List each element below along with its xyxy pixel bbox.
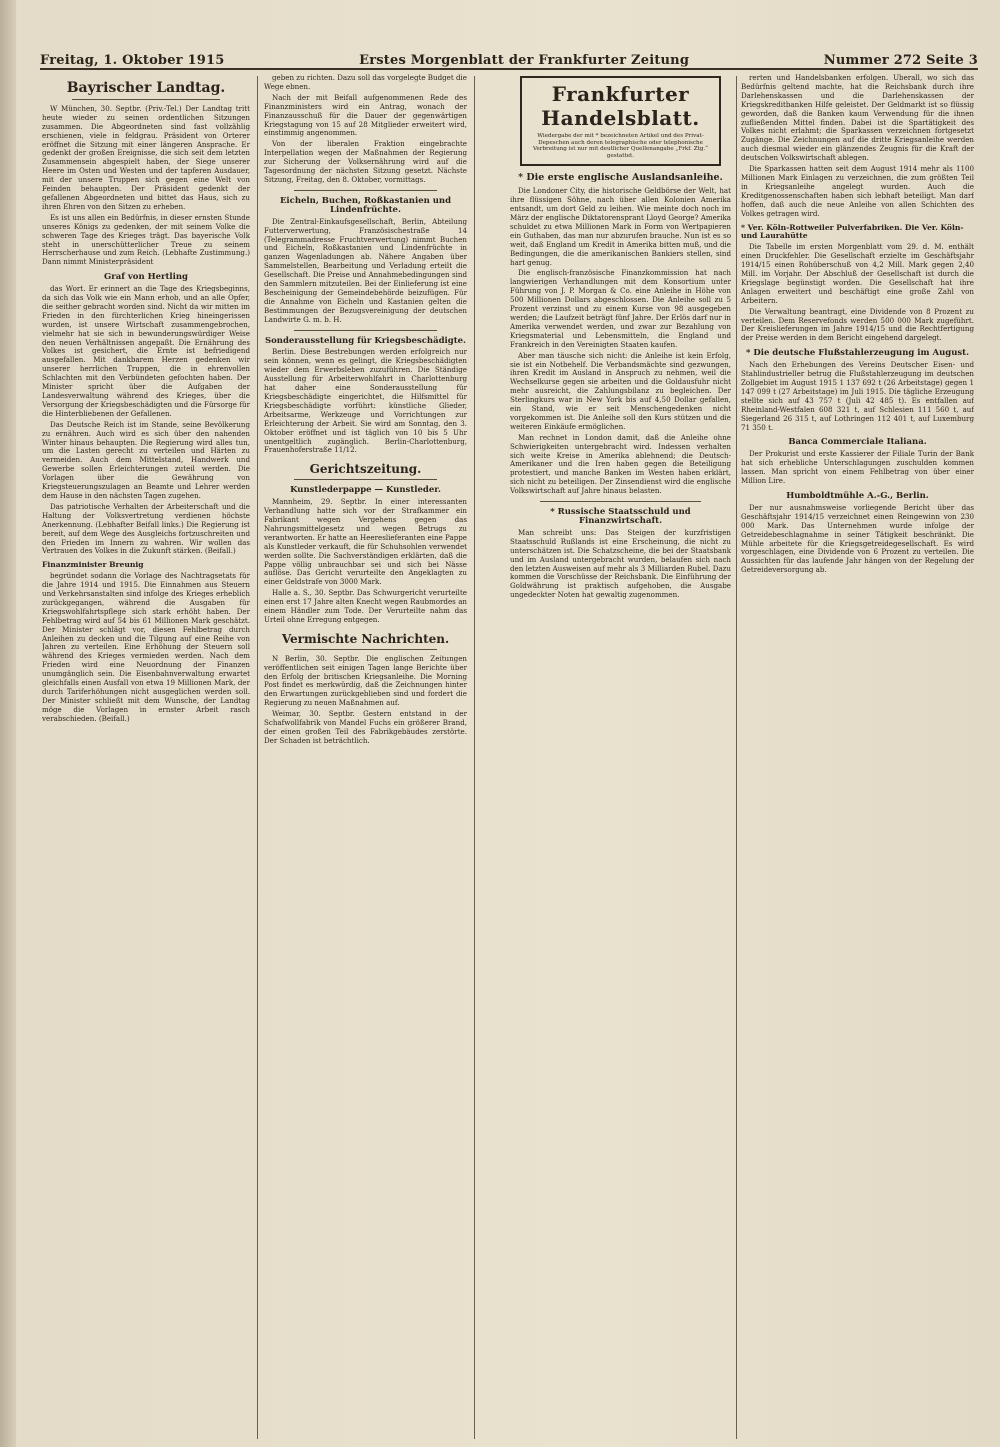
paragraph: Berlin. Diese Bestrebungen werden erfolgreich nur sein können, wenn es gelingt, die Kriegsbeschädigten wieder dem Erwerbsleben zuzuführen. Die Ständige Ausstellung für Arbeiterwohlfahrt in Charlottenburg hat daher eine Sonderausstellung für Kriegsbeschädigte eingerichtet, die Hilfsmittel für Kriegsbeschädigte vorführt: künstliche Glieder, Arbeitsarme, Werkzeuge und Vorrichtungen zur Erleichterung der Arbeit. Sie wird am Sonntag, den 3. Oktober eröffnet und ist täglich von 10 bis 5 Uhr unentgeltlich zugänglich. Berlin-Charlottenburg, Frauenhoferstraße 11/12. xyxy=(264,347,467,455)
handelsblatt-title: Frankfurter Handelsblatt. xyxy=(541,82,700,130)
paragraph: Die englisch-französische Finanzkommission hat nach langwierigen Verhandlungen mit dem Konsortium unter Führung von J. P. Morgan & Co. eine Anleihe in Höhe von 500 Millionen Dollars abgeschlossen. Die Anleihe soll zu 5 Prozent verzinst und zu einem Kurse von 98 ausgegeben werden; die Laufzeit beträgt fünf Jahre. Der Erlös darf nur in Amerika verwendet werden, und zwar zur Bezahlung von Kriegsmaterial und Lebensmitteln, die England und Frankreich in den Vereinigten Staaten kaufen. xyxy=(510,268,731,349)
paragraph: Der nur ausnahmsweise vorliegende Bericht über das Geschäftsjahr 1914/15 verzeichnet einen Reingewinn von 230 000 Mark. Das Unternehmen wurde infolge der Getreidebeschlagnahme in seiner Tätigkeit beschränkt. Die Mühle arbeitete für die Kriegsgetreidegesellschaft. Es wird vorgeschlagen, eine Dividende von 6 Prozent zu verteilen. Die Aussichten für das laufende Jahr hängen von der Regelung der Getreideversorgung ab. xyxy=(741,502,974,575)
paragraph: das Wort. Er erinnert an die Tage des Kriegsbeginns, da sich das Volk wie ein Mann erhob, und an alle Opfer, die seither gebracht worden sind. Nicht da wir mitten im Frieden in den fürchterlichen Krieg hineingerissen wurden, ist unsere Wirtschaft zusammengebrochen, vielmehr hat sie sich in bewunderungswürdiger Weise den neuen Verhältnissen angepaßt. Die Ernährung des Volkes ist gesichert, die Ernte ist befriedigend ausgefallen. Mit dankbarem Herzen gedenken wir unserer herrlichen Truppen, die in ehrenvollen Schlachten mit den Verbündeten gefochten haben. Der Minister spricht über die Aufgaben der Landesverwaltung während des Krieges, über die Versorgung der Kriegsbeschädigten und die Fürsorge für die Hinterbliebenen der Gefallenen. xyxy=(42,284,250,418)
headline-flussstahlerzeugung: * Die deutsche Flußstahlerzeugung im August. xyxy=(745,348,970,359)
divider xyxy=(294,479,437,480)
page-binding xyxy=(0,0,16,1447)
handelsblatt-notice: Wiedergabe der mit * bezeichneten Artikel und des Privat-Depeschen auch deren telegraphische oder telephonische Verbreitung ist nur mit deutlicher Quellenangabe „Frkf. Ztg.“ gestattet. xyxy=(532,133,709,159)
paragraph: Das patriotische Verhalten der Arbeiterschaft und die Haltung der Volksvertretung verdienen höchste Anerkennung. (Lebhafter Beifall links.) Die Regierung ist bereit, auf dem Wege des Ausgleichs fortzuschreiten und den Frieden im Innern zu wahren. Wir wollen das Vertrauen des Volkes in die Zukunft stärken. (Beifall.) xyxy=(42,501,250,556)
subheading-finanzminister: Finanzminister Breunig xyxy=(42,560,144,570)
column-4 xyxy=(741,74,974,1444)
column-rule xyxy=(257,76,258,1439)
headline-eicheln: Eicheln, Buchen, Roßkastanien und Lindenfrüchte. xyxy=(279,195,452,215)
paragraph: Die Sparkassen hatten seit dem August 1914 mehr als 1100 Millionen Mark Einlagen zu verzeichnen, die zum größten Teil in Kriegsanleihe angelegt wurden. Auch die Kreditgenossenschaften haben sich lebhaft beteiligt. Man darf hoffen, daß auch die neue Anleihe von allen Schichten des Volkes getragen wird. xyxy=(741,164,974,218)
paragraph: rerten und Handelsbanken erfolgen. Überall, wo sich das Bedürfnis geltend machte, hat die Reichsbank durch ihre Darlehenskassen und die Darlehenskassen der Kriegskreditbanken Hilfe geleistet. Der Geldmarkt ist so flüssig geworden, daß die Banken kaum Verwendung für die ihnen zufließenden Mittel finden. Dabei ist die Spartätigkeit des Volkes nicht erlahmt; die Sparkassen verzeichnen fortgesetzt Zugänge. Die Zeichnungen auf die dritte Kriegsanleihe werden auch diesmal wieder ein glänzendes Zeugnis für die Kraft der deutschen Volkswirtschaft ablegen. xyxy=(741,74,974,163)
paragraph: Nach der mit Beifall aufgenommenen Rede des Finanzministers wird ein Antrag, wonach der Finanzausschuß für die Dauer der gegenwärtigen Kriegstagung von 15 auf 28 Mitglieder erweitert wird, einstimmig angenommen. xyxy=(264,92,467,138)
headline-bayrischer-landtag: Bayrischer Landtag. xyxy=(66,80,226,96)
divider xyxy=(72,99,220,100)
masthead-rule xyxy=(40,68,978,70)
paragraph: Nach den Erhebungen des Vereins Deutscher Eisen- und Stahlindustrieller betrug die Flußstahlerzeugung im deutschen Zollgebiet im August 1915 1 137 692 t (26 Arbeitstage) gegen 1 147 099 t (27 Arbeitstage) im Juli 1915. Die tägliche Erzeugung stellte sich auf 43 757 t (Juli 42 485 t). Es entfallen auf Rheinland-Westfalen 608 321 t, auf Schlesien 111 560 t, auf Siegerland 26 315 t, auf Lothringen 112 401 t, auf Luxemburg 71 350 t. xyxy=(741,360,974,432)
column-rule xyxy=(736,76,737,1439)
paragraph: Die Tabelle im ersten Morgenblatt vom 29. d. M. enthält einen Druckfehler. Die Gesellschaft erzielte im Geschäftsjahr 1914/15 einen Rohüberschuß von 4,2 Mill. Mark gegen 2,40 Mill. im Vorjahr. Der Abschluß der Gesellschaft ist durch die Kriegslage begünstigt worden. Die Gesellschaft hat ihre Anlagen erweitert und beschäftigt eine große Zahl von Arbeitern. xyxy=(741,242,974,305)
paragraph: Halle a. S., 30. Septbr. Das Schwurgericht verurteilte einen erst 17 Jahre alten Knecht wegen Raubmordes an einem Händler zum Tode. Der Verurteilte nahm das Urteil ohne Erregung entgegen. xyxy=(264,588,467,624)
masthead-title: Erstes Morgenblatt der Frankfurter Zeitung xyxy=(359,53,690,68)
paragraph: geben zu richten. Dazu soll das vorgelegte Budget die Wege ebnen. xyxy=(264,74,467,91)
column-1 xyxy=(42,74,250,1444)
handelsblatt-banner xyxy=(520,76,721,166)
headline-russische-staatsschuld: * Russische Staatsschuld und Finanzwirtschaft. xyxy=(550,507,691,526)
paragraph: Der Prokurist und erste Kassierer der Filiale Turin der Bank hat sich erhebliche Unterschlagungen zuschulden kommen lassen. Man spricht von einem Fehlbetrag von über einer Million Lire. xyxy=(741,449,974,486)
paragraph: Es ist uns allen ein Bedürfnis, in dieser ernsten Stunde unseres Königs zu gedenken, der mit seinem Volke die schweren Tage des Krieges trägt. Das bayerische Volk steht in unerschütterlicher Treue zu seinem Herrscherhause und zum Reich. (Lebhafte Zustimmung.) Dann nimmt Ministerpräsident xyxy=(42,212,250,267)
paragraph: Man schreibt uns: Das Steigen der kurzfristigen Staatsschuld Rußlands ist eine Erscheinung, die nicht zu unterschätzen ist. Die Schatzscheine, die bei der Staatsbank und im Ausland untergebracht wurden, belaufen sich nach den letzten Ausweisen auf mehr als 3 Milliarden Rubel. Dazu kommen die Vorschüsse der Reichsbank. Die Einführung der Goldwährung ist praktisch aufgehoben, die Ausgabe ungedeckter Noten hat gewaltig zugenommen. xyxy=(510,527,731,600)
paragraph: W München, 30. Septbr. (Priv.-Tel.) Der Landtag tritt heute wieder zu seinen ordentlichen Sitzungen zusammen. Die Abgeordneten sind fast vollzählig erschienen, viele in feldgrau. Präsident von Orterer eröffnet die Sitzung mit einer längeren Ansprache. Er gedenkt der großen Ereignisse, die sich seit dem letzten Zusammensein abgespielt haben, der Siege unserer Heere im Osten und Westen und der tapferen Ausdauer, mit der unsere Truppen sich gegen eine Welt von Feinden behaupten. Der Präsident gedenkt der gefallenen Abgeordneten und bittet das Haus, sich zu ihren Ehren von den Sitzen zu erheben. xyxy=(42,103,250,211)
divider xyxy=(294,190,437,191)
paragraph: Das Deutsche Reich ist im Stande, seine Bevölkerung zu ernähren. Auch wird es sich über den nahenden Winter hinaus behaupten. Die Regierung wird alles tun, um die Lasten gerecht zu verteilen und Härten zu vermeiden. Auch dem Mittelstand, Handwerk und Gewerbe sollen Erleichterungen zuteil werden. Die Vorlagen über die Gewährung von Kriegsteuerungszulagen an Beamte und Lehrer werden dem Hause in den nächsten Tagen zugehen. xyxy=(42,419,250,500)
column-3 xyxy=(510,74,731,1444)
headline-humboldtmuehle: Humboldtmühle A.-G., Berlin. xyxy=(786,490,929,501)
paragraph: Die Zentral-Einkaufsgesellschaft, Berlin, Abteilung Futterverwertung, Französischestraße 14 (Telegrammadresse Fruchtverwertung) nimmt Buchen und Eicheln, Roßkastanien und Lindenfrüchte in ganzen Wagenladungen ab. Nähere Angaben über Sammelstellen, Bearbeitung und Verladung erteilt die Gesellschaft. Die Preise und Annahmebedingungen sind den Sammlern mitzuteilen. Bei der Einlieferung ist eine Bescheinigung der Gemeindebehörde beizufügen. Für die Annahme von Eicheln und Kastanien gelten die Bestimmungen der Bezugsvereinigung der deutschen Landwirte G. m. b. H. xyxy=(264,216,467,324)
column-rule xyxy=(474,76,475,1439)
paragraph: begründet sodann die Vorlage des Nachtragsetats für die Jahre 1914 und 1915. Die Einnahmen aus Steuern und Verkehrsanstalten sind infolge des Krieges erheblich zurückgegangen, während die Ausgaben für Kriegswohlfahrtspflege sich stark erhöht haben. Der Fehlbetrag wird auf 54 bis 61 Millionen Mark geschätzt. Der Minister schlägt vor, diesen Fehlbetrag durch Anleihen zu decken und die Tilgung auf eine Reihe von Jahren zu verteilen. Eine Erhöhung der Steuern soll während des Krieges vermieden werden. Nach dem Frieden wird eine Neuordnung der Finanzen unumgänglich sein. Die Eisenbahnverwaltung erwartet gleichfalls einen Ausfall von etwa 19 Millionen Mark, der durch Tariferhöhungen nicht ausgeglichen werden soll. Der Minister schließt mit dem Wunsche, der Landtag möge die Vorlagen in ernster Arbeit rasch verabschieden. (Beifall.) xyxy=(42,571,250,723)
paragraph: Aber man täusche sich nicht: die Anleihe ist kein Erfolg, sie ist ein Notbehelf. Die Verbandsmächte sind gezwungen, ihren Kredit im Ausland in Anspruch zu nehmen, weil die Wechselkurse gegen sie arbeiten und die Goldausfuhr nicht mehr ausreicht, die Zahlungsbilanz zu begleichen. Der Sterlingkurs war in New York bis auf 4,50 Dollar gefallen, ein Stand, wie er seit Menschengedenken nicht vorgekommen ist. Die Anleihe soll den Kurs stützen und die weiteren Einkäufe ermöglichen. xyxy=(510,350,731,431)
subheading-kunstlederpappe: Kunstlederpappe — Kunstleder. xyxy=(290,485,441,496)
headline-gerichtszeitung: Gerichtszeitung. xyxy=(309,462,422,477)
paragraph: Man rechnet in London damit, daß die Anleihe ohne Schwierigkeiten untergebracht wird. Indessen verhalten sich weite Kreise in Amerika ablehnend; die Deutsch-Amerikaner und die Iren haben gegen die Beteiligung protestiert, und manche Banken im Westen haben erklärt, sich nicht zu beteiligen. Der Zinsendienst wird die englische Volkswirtschaft auf Jahre hinaus belasten. xyxy=(510,432,731,496)
masthead xyxy=(40,44,978,68)
divider xyxy=(294,330,437,331)
paragraph: Von der liberalen Fraktion eingebrachte Interpellation wegen der Maßnahmen der Regierung zur Sicherung der Volksernährung wird auf die Tagesordnung der nächsten Sitzung gesetzt. Nächste Sitzung, Freitag, den 8. Oktober, vormittags. xyxy=(264,139,467,184)
column-2 xyxy=(264,74,467,1444)
headline-sonderausstellung: Sonderausstellung für Kriegsbeschädigte. xyxy=(264,335,467,346)
paragraph: Mannheim, 29. Septbr. In einer interessanten Verhandlung hatte sich vor der Strafkammer ein Fabrikant wegen Vergehens gegen das Nahrungsmittelgesetz und wegen Betrugs zu verantworten. Er hatte an Heereslieferanten eine Pappe als Kunstleder verkauft, die für Schuhsohlen verwendet werden sollte. Die Sachverständigen erklärten, daß die Pappe völlig unbrauchbar sei und sich bei Nässe auflöse. Das Gericht verurteilte den Angeklagten zu einer Geldstrafe von 3000 Mark. xyxy=(264,497,467,587)
paragraph: Weimar, 30. Septbr. Gestern entstand in der Schafwollfabrik von Mandel Fuchs ein größerer Brand, der einen großen Teil des Fabrikgebäudes zerstörte. Der Schaden ist beträchtlich. xyxy=(264,709,467,745)
headline-banca-commerciale: Banca Commerciale Italiana. xyxy=(788,437,927,448)
paragraph: Die Londoner City, die historische Geldbörse der Welt, hat ihre flüssigen Söhne, nach über allen Kolonien Amerika entsandt, um dort Geld zu leihen. Wie meinte doch noch im März der englische Diktatorensprant Lloyd George? Amerika schuldet zu etwa Millionen Mark in Form von Wertpapieren ein Guthaben, das man nur abzurufen brauche. Nun ist es so weit, daß England um Kredit in Amerika bitten muß, und die Bedingungen, die die amerikanischen Bankiers stellen, sind hart genug. xyxy=(510,186,731,267)
headline-vermischte-nachrichten: Vermischte Nachrichten. xyxy=(281,631,450,646)
divider xyxy=(540,501,701,502)
divider xyxy=(294,649,437,650)
masthead-date: Freitag, 1. Oktober 1915 xyxy=(40,53,225,68)
headline-englische-anleihe: * Die erste englische Auslandsanleihe. xyxy=(518,172,723,184)
subheading-koeln-laurahuette: * Ver. Köln-Rottweiler Pulverfabriken. Die Ver. Köln- und Laurahütte xyxy=(741,222,964,241)
paragraph: Die Verwaltung beantragt, eine Dividende von 8 Prozent zu verteilen. Dem Reservefonds werden 500 000 Mark zugeführt. Der Kreislieferungen im Jahre 1914/15 und die Rechtfertigung der Preise werden in dem Bericht eingehend dargelegt. xyxy=(741,306,974,343)
subheading-graf-hertling: Graf von Hertling xyxy=(103,272,189,283)
masthead-issue: Nummer 272 Seite 3 xyxy=(823,53,978,68)
paragraph: N Berlin, 30. Septbr. Die englischen Zeitungen veröffentlichen seit einigen Tagen lange Berichte über den Erfolg der britischen Kriegsanleihe. Die Morning Post findet es merkwürdig, daß die Zeichnungen hinter den Erwartungen zurückgeblieben sind und fordert die Regierung zu neuen Maßnahmen auf. xyxy=(264,653,467,708)
